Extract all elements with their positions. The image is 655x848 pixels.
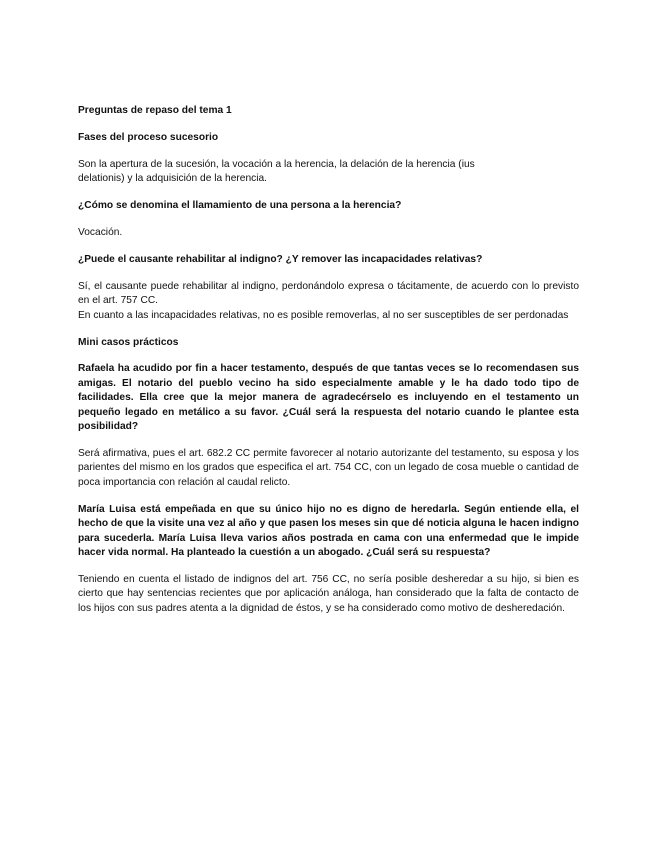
caso-1-question: Rafaela ha acudido por fin a hacer testamento, después de que tantas veces se lo recomendasen sus amigas. El notario del pueblo vecino ha sido especialmente amable y le ha dado todo tipo de facilidades. Ella cree que la mejor manera de agradecérselo es incluyendo en el testamento un pequeño legado en metálico a su favor. ¿Cuál será la respuesta del notario cuando le plantee esta posibilidad? [78,363,579,433]
section-heading-fases: Fases del proceso sucesorio [78,131,219,143]
answer-indigno-p2: En cuanto a las incapacidades relativas, no es posible removerlas, al no ser susceptibles de ser perdonadas [78,309,569,321]
caso-2-answer: Teniendo en cuenta el listado de indignos del art. 756 CC, no sería posible desheredar a su hijo, si bien es cierto que hay sentencias recientes que por aplicación análoga, han considerado que la falta de contacto de los hijos con sus padres atenta a la dignidad de éstos, y se ha considerado como motivo de desheredación. [78,573,579,614]
answer-indigno-p1: Sí, el causante puede rehabilitar al indigno, perdonándolo expresa o tácitamente, de acuerdo con lo previsto en el art. 757 CC. [78,280,579,307]
document-title: Preguntas de repaso del tema 1 [78,105,232,116]
caso-2-question: María Luisa está empeñada en que su único hijo no es digno de heredarla. Según entiende ella, el hecho de que la visite una vez al año y que pasen los meses sin que dé noticia alguna le hacen indigno para sucederla. María Luisa lleva varios años postrada en cama con una enfermedad que le impide hacer vida normal. Ha planteado la cuestión a un abogado. ¿Cuál será su respuesta? [78,503,579,558]
section-heading-mini-casos: Mini casos prácticos [78,336,179,348]
answer-fases [78,158,579,187]
question-llamamiento: ¿Cómo se denomina el llamamiento de una persona a la herencia? [78,200,402,212]
answer-indigno [78,280,579,323]
caso-1-answer: Será afirmativa, pues el art. 682.2 CC permite favorecer al notario autorizante del testamento, su esposa y los parientes del mismo en los grados que especifica el art. 754 CC, con un legado de cosa mueble o cantidad de poca importancia con relación al caudal relicto. [78,448,579,488]
question-indigno: ¿Puede el causante rehabilitar al indigno? ¿Y remover las incapacidades relativas? [78,253,483,265]
answer-fases-line-2: delationis) y la adquisición de la herencia. [78,173,268,185]
answer-fases-line-1: Son la apertura de la sucesión, la vocación a la herencia, la delación de la herencia (ius [78,158,475,170]
answer-llamamiento: Vocación. [78,227,123,239]
